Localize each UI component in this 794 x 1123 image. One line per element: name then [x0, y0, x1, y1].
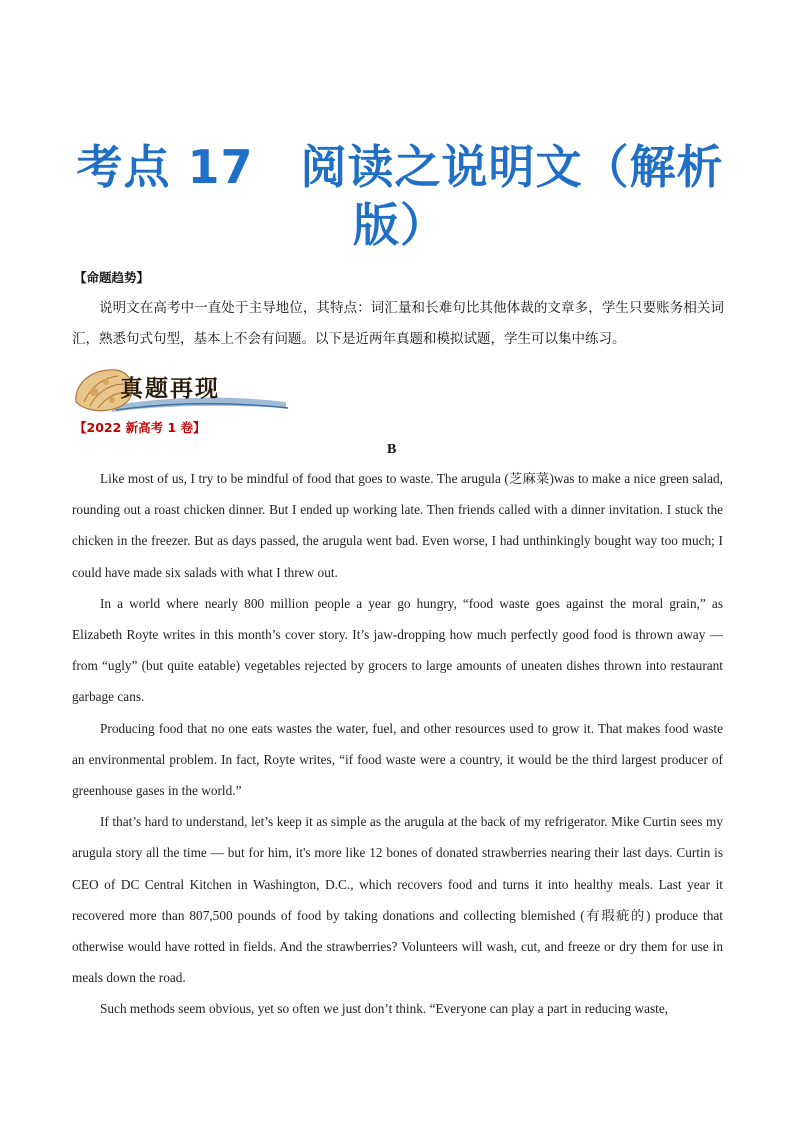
article-paragraph: Such methods seem obvious, yet so often we just don’t think. “Everyone can play a part in reducing waste, — [100, 1001, 669, 1017]
article-paragraph: In a world where nearly 800 million people a year go hungry, “food waste goes against the moral grain,” as Elizabeth Royte writes in this month’s cover story. It’s jaw-dropping how much perfectly good food is thrown away — from “ugly” (but quite eatable) vegetables rejected by grocers to large amounts of uneaten dishes thrown into restaurant garbage cans. — [72, 595, 723, 705]
page-title-line-2: 版） — [353, 198, 447, 252]
page-title — [60, 138, 740, 254]
article-paragraph: Like most of us, I try to be mindful of food that goes to waste. The arugula (芝麻菜)was to make a nice green salad, rounding out a roast chicken dinner. But I ended up working late. Then friends called with a dinner invitation. I stuck the chicken in the freezer. But as days passed, the arugula went bad. Even worse, I had unthinkingly bought way too much; I could have made six salads with what I threw out. — [72, 471, 723, 580]
exam-tag: 【2022 新高考 1 卷】 — [74, 420, 206, 435]
page-title-line-1: 考点 17 阅读之说明文（解析 — [76, 140, 724, 194]
article — [72, 463, 723, 1025]
article-paragraph: If that’s hard to understand, let’s keep it as simple as the arugula at the back of my refrigerator. Mike Curtin sees my arugula story all the time — but for him, it's more like 12 bones of donated strawberries nearing their last days. Curtin is CEO of DC Central Kitchen in Washington, D.C., which recovers food and turns it into healthy meals. Last year it recovered more than 807,500 pounds of food by taking donations and collecting blemished (有瑕疵的) produce that otherwise would have rotted in fields. And the strawberries? Volunteers will wash, cut, and freeze or dry them for use in meals down the road. — [72, 814, 723, 986]
trend-heading: 【命题趋势】 — [74, 270, 150, 285]
passage-letter: B — [387, 442, 397, 457]
article-paragraph: Producing food that no one eats wastes the water, fuel, and other resources used to grow it. That makes food waste an environmental problem. In fact, Royte writes, “if food waste were a country, it would be the third largest producer of greenhouse gases in the world.” — [72, 720, 723, 799]
trend-text: 说明文在高考中一直处于主导地位，其特点：词汇量和长难句比其他体裁的文章多，学生只要账务相关词汇，熟悉句式句型，基本上不会有问题。以下是近两年真题和模拟试题，学生可以集中练习。 — [72, 300, 724, 347]
badge-label: 真题再现 — [120, 375, 220, 402]
